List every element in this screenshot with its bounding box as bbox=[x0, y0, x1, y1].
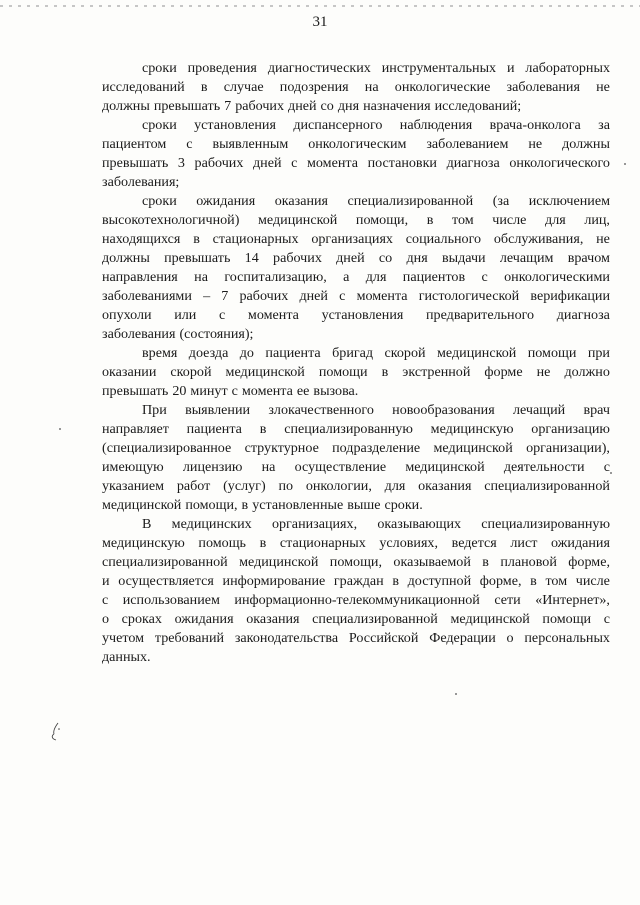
word: в bbox=[193, 231, 200, 247]
word: о bbox=[102, 611, 110, 627]
text-line bbox=[102, 553, 610, 572]
word: (специализированное bbox=[102, 440, 232, 456]
text-line bbox=[102, 363, 610, 382]
word: лицензию bbox=[182, 459, 243, 475]
word: доступной bbox=[407, 573, 472, 589]
word: сроки bbox=[142, 193, 177, 209]
word: плановой bbox=[500, 554, 557, 570]
word: не bbox=[596, 79, 610, 95]
word: скорой bbox=[384, 345, 426, 361]
word: том bbox=[545, 573, 568, 589]
word: медицинской bbox=[102, 497, 182, 513]
word: с bbox=[231, 383, 238, 399]
word: верификации bbox=[530, 288, 610, 304]
word: оказания bbox=[418, 478, 472, 494]
word: с bbox=[481, 269, 488, 285]
word: онкологическими bbox=[504, 269, 610, 285]
word: «Интернет», bbox=[535, 592, 610, 608]
word: сроки bbox=[142, 117, 177, 133]
word: форме, bbox=[568, 554, 610, 570]
text-line bbox=[102, 116, 610, 135]
word: лабораторных bbox=[525, 60, 610, 76]
word: для bbox=[545, 212, 566, 228]
word: направляет bbox=[102, 421, 169, 437]
text-line bbox=[102, 59, 610, 78]
word: рабочих bbox=[239, 288, 289, 304]
word: 14 bbox=[244, 250, 259, 266]
word: госпитализацию, bbox=[224, 269, 327, 285]
word: диагноза bbox=[446, 155, 500, 171]
word: с bbox=[219, 307, 226, 323]
word: 7 bbox=[221, 288, 229, 304]
word: пациента bbox=[186, 421, 242, 437]
word: исследований bbox=[102, 79, 185, 95]
word: рабочих bbox=[194, 155, 244, 171]
word: диспансерного bbox=[293, 117, 383, 133]
word: исключением bbox=[528, 193, 610, 209]
word: онкологического bbox=[509, 155, 610, 171]
word: выявлении bbox=[185, 402, 251, 418]
word: (состояния); bbox=[179, 326, 254, 342]
word: не bbox=[596, 231, 610, 247]
word: экстренной bbox=[402, 364, 471, 380]
word: медицинскую bbox=[102, 535, 185, 551]
word: в bbox=[381, 364, 389, 380]
word: выявленным bbox=[212, 136, 289, 152]
word: стационарных bbox=[279, 535, 366, 551]
word: оказываемой bbox=[393, 554, 471, 570]
word: ожидания bbox=[550, 535, 610, 551]
word: оказания bbox=[246, 611, 300, 627]
word: до bbox=[239, 345, 254, 361]
word: превышать bbox=[153, 98, 221, 114]
word: врач bbox=[583, 402, 610, 418]
word: медицинской bbox=[225, 364, 305, 380]
word: диагноза bbox=[556, 307, 610, 323]
word: должны bbox=[102, 98, 150, 114]
word: вызова. bbox=[313, 383, 359, 399]
word: сети bbox=[494, 592, 521, 608]
word: время bbox=[142, 345, 178, 361]
text-line bbox=[102, 268, 610, 287]
word: установленные bbox=[252, 497, 344, 513]
body-text bbox=[102, 59, 610, 667]
word: оказывающих bbox=[377, 516, 462, 532]
pen-mark bbox=[48, 722, 62, 742]
word: ведется bbox=[451, 535, 497, 551]
word: медицинских bbox=[171, 516, 252, 532]
word: числе bbox=[575, 573, 610, 589]
text-line bbox=[102, 458, 610, 477]
word: опухоли bbox=[102, 307, 152, 323]
word: выше bbox=[347, 497, 381, 513]
word: имеющую bbox=[102, 459, 164, 475]
word: осуществление bbox=[294, 459, 387, 475]
text-line bbox=[102, 230, 610, 249]
word: подразделение bbox=[332, 440, 421, 456]
word: форме bbox=[484, 364, 523, 380]
word: в bbox=[200, 79, 208, 95]
word: дней bbox=[252, 155, 282, 171]
word: заболевания bbox=[506, 79, 580, 95]
word: сроки bbox=[142, 60, 177, 76]
word: на bbox=[261, 459, 276, 475]
word: онкологии, bbox=[305, 478, 372, 494]
word: сроках bbox=[121, 611, 162, 627]
word: дней bbox=[336, 250, 365, 266]
word: должны bbox=[562, 136, 610, 152]
word: врачом bbox=[567, 250, 610, 266]
word: 3 bbox=[177, 155, 185, 171]
word: момента bbox=[247, 307, 299, 323]
word: лечащий bbox=[512, 402, 566, 418]
word: организации), bbox=[526, 440, 610, 456]
text-line bbox=[102, 135, 610, 154]
word: специализированную bbox=[481, 516, 610, 532]
text-line bbox=[102, 97, 610, 116]
word: числе bbox=[492, 212, 527, 228]
word: оказании bbox=[102, 364, 157, 380]
word: превышать bbox=[102, 383, 169, 399]
text-line bbox=[102, 629, 610, 648]
word: превышать bbox=[164, 250, 231, 266]
word: помощи bbox=[542, 611, 592, 627]
word: диагностических bbox=[267, 60, 371, 76]
word: а bbox=[343, 269, 350, 285]
word: ожидания bbox=[174, 611, 234, 627]
text-line bbox=[102, 572, 610, 591]
word: медицинской bbox=[450, 611, 530, 627]
word: или bbox=[174, 307, 197, 323]
text-line bbox=[102, 287, 610, 306]
word: в bbox=[482, 554, 489, 570]
word: дня bbox=[406, 250, 428, 266]
word: медицинской bbox=[239, 554, 319, 570]
word: при bbox=[587, 345, 610, 361]
word: специализированной bbox=[102, 554, 228, 570]
word: должно bbox=[564, 364, 610, 380]
text-line bbox=[102, 496, 610, 515]
word: в bbox=[241, 497, 249, 513]
word: пациентов bbox=[402, 269, 466, 285]
word: медицинской bbox=[405, 459, 485, 475]
word: медицинской bbox=[258, 212, 338, 228]
word: дня bbox=[337, 98, 360, 114]
word: заболевания bbox=[102, 326, 176, 342]
text-line bbox=[102, 154, 610, 173]
word: помощи bbox=[318, 364, 368, 380]
word: пациента bbox=[265, 345, 321, 361]
word: сроки. bbox=[384, 497, 423, 513]
word: осуществляется bbox=[118, 573, 214, 589]
word: При bbox=[142, 402, 167, 418]
word: структурное bbox=[244, 440, 319, 456]
text-line bbox=[102, 211, 610, 230]
word: за bbox=[598, 117, 610, 133]
word: помощь bbox=[198, 535, 246, 551]
word: стационарных bbox=[212, 231, 299, 247]
word: в bbox=[259, 535, 267, 551]
word: помощи, bbox=[185, 497, 238, 513]
word: для bbox=[365, 269, 387, 285]
word: организациях, bbox=[271, 516, 358, 532]
word: предварительного bbox=[426, 307, 535, 323]
text-line bbox=[102, 591, 610, 610]
word: онкологическим bbox=[308, 136, 407, 152]
word: с bbox=[291, 155, 298, 171]
word: установления bbox=[321, 307, 404, 323]
text-line bbox=[102, 401, 610, 420]
word: с bbox=[102, 592, 109, 608]
word: 7 bbox=[224, 98, 232, 114]
word: на bbox=[194, 269, 208, 285]
word: помощи bbox=[527, 345, 577, 361]
text-line bbox=[102, 344, 610, 363]
word: на bbox=[364, 79, 379, 95]
text-line bbox=[102, 173, 610, 192]
text-line bbox=[102, 610, 610, 629]
word: дней bbox=[288, 98, 317, 114]
word: в bbox=[259, 421, 267, 437]
word: момента bbox=[241, 383, 293, 399]
word: форме, bbox=[479, 573, 522, 589]
word: граждан bbox=[333, 573, 384, 589]
word: учетом bbox=[102, 630, 145, 646]
word: специализированной bbox=[484, 478, 610, 494]
word: случае bbox=[223, 79, 264, 95]
word: данных. bbox=[102, 649, 151, 665]
word: и bbox=[506, 60, 515, 76]
word: выдачи bbox=[441, 250, 486, 266]
word: онкологические bbox=[394, 79, 491, 95]
word: персональных bbox=[524, 630, 610, 646]
word: помощи, bbox=[329, 554, 383, 570]
word: со bbox=[378, 250, 393, 266]
scan-speck bbox=[610, 472, 612, 474]
text-line bbox=[102, 420, 610, 439]
word: с bbox=[603, 459, 610, 475]
scan-speck bbox=[455, 693, 457, 695]
word: подозрения bbox=[279, 79, 349, 95]
word: высокотехнологичной) bbox=[102, 212, 240, 228]
text-line bbox=[102, 249, 610, 268]
word: наблюдения bbox=[399, 117, 473, 133]
text-line bbox=[102, 78, 610, 97]
text-line bbox=[102, 534, 610, 553]
word: специализированную bbox=[284, 421, 413, 437]
word: заболеваниями bbox=[102, 288, 192, 304]
word: заболевания; bbox=[102, 174, 180, 190]
word: назначения bbox=[363, 98, 431, 114]
word: исследований; bbox=[434, 98, 522, 114]
word: использованием bbox=[122, 592, 220, 608]
word: Федерации bbox=[429, 630, 496, 646]
word: не bbox=[528, 136, 543, 152]
word: момента bbox=[306, 155, 358, 171]
word: информирование bbox=[222, 573, 326, 589]
word: минут bbox=[190, 383, 228, 399]
word: оказания bbox=[274, 193, 329, 209]
word: деятельности bbox=[503, 459, 585, 475]
word: должны bbox=[102, 250, 150, 266]
word: (услуг) bbox=[223, 478, 266, 494]
text-line bbox=[102, 477, 610, 496]
scan-speck bbox=[624, 163, 626, 165]
word: со bbox=[320, 98, 334, 114]
word: скорой bbox=[170, 364, 212, 380]
word: и bbox=[102, 573, 110, 589]
word: обслуживания, bbox=[493, 231, 584, 247]
word: с bbox=[186, 136, 193, 152]
word: превышать bbox=[102, 155, 169, 171]
word: рабочих bbox=[235, 98, 285, 114]
word: В bbox=[142, 516, 152, 532]
word: лечащим bbox=[499, 250, 554, 266]
word: для bbox=[384, 478, 406, 494]
word: направления bbox=[102, 269, 178, 285]
word: лист bbox=[510, 535, 538, 551]
text-line bbox=[102, 325, 610, 344]
word: не bbox=[536, 364, 551, 380]
word: в bbox=[426, 212, 434, 228]
word: 20 bbox=[172, 383, 187, 399]
word: доезда bbox=[188, 345, 229, 361]
word: работ bbox=[176, 478, 211, 494]
word: инструментальных bbox=[381, 60, 497, 76]
word: условиях, bbox=[379, 535, 439, 551]
word: организацию bbox=[531, 421, 610, 437]
word: организациях bbox=[311, 231, 393, 247]
word: ожидания bbox=[196, 193, 256, 209]
word: находящихся bbox=[102, 231, 181, 247]
word: указанием bbox=[102, 478, 165, 494]
word: с bbox=[603, 611, 610, 627]
word: в bbox=[392, 573, 399, 589]
scan-speck bbox=[59, 428, 61, 430]
word: бригад bbox=[332, 345, 374, 361]
word: медицинской bbox=[437, 345, 517, 361]
word: новообразования bbox=[392, 402, 495, 418]
word: специализированной bbox=[347, 193, 474, 209]
word: заболеванием bbox=[426, 136, 509, 152]
word: медицинской bbox=[433, 440, 513, 456]
word: социального bbox=[405, 231, 482, 247]
word: (за bbox=[492, 193, 510, 209]
word: о bbox=[506, 630, 514, 646]
text-line bbox=[102, 192, 610, 211]
word: гистологической bbox=[418, 288, 520, 304]
word: медицинскую bbox=[430, 421, 514, 437]
word: с bbox=[339, 288, 346, 304]
page-number: 31 bbox=[312, 14, 328, 30]
word: в bbox=[530, 573, 537, 589]
word: информационно-телекоммуникационной bbox=[234, 592, 480, 608]
word: том bbox=[451, 212, 474, 228]
word: врача-онколога bbox=[489, 117, 581, 133]
word: постановки bbox=[367, 155, 437, 171]
word: специализированной bbox=[312, 611, 438, 627]
text-line bbox=[102, 439, 610, 458]
word: проведения bbox=[187, 60, 257, 76]
word: пациентом bbox=[102, 136, 167, 152]
word: лиц, bbox=[584, 212, 610, 228]
word: момента bbox=[356, 288, 408, 304]
word: ее bbox=[296, 383, 310, 399]
word: установления bbox=[194, 117, 276, 133]
word: дней bbox=[299, 288, 328, 304]
word: – bbox=[203, 288, 211, 304]
word: требований bbox=[154, 630, 225, 646]
text-line bbox=[102, 382, 610, 401]
text-line bbox=[102, 306, 610, 325]
word: злокачественного bbox=[268, 402, 374, 418]
text-line bbox=[102, 648, 610, 667]
word: помощи, bbox=[355, 212, 409, 228]
word: Российской bbox=[348, 630, 419, 646]
scan-artifact-line bbox=[0, 5, 640, 7]
word: по bbox=[278, 478, 294, 494]
word: законодательства bbox=[234, 630, 339, 646]
word: рабочих bbox=[273, 250, 322, 266]
text-line bbox=[102, 515, 610, 534]
